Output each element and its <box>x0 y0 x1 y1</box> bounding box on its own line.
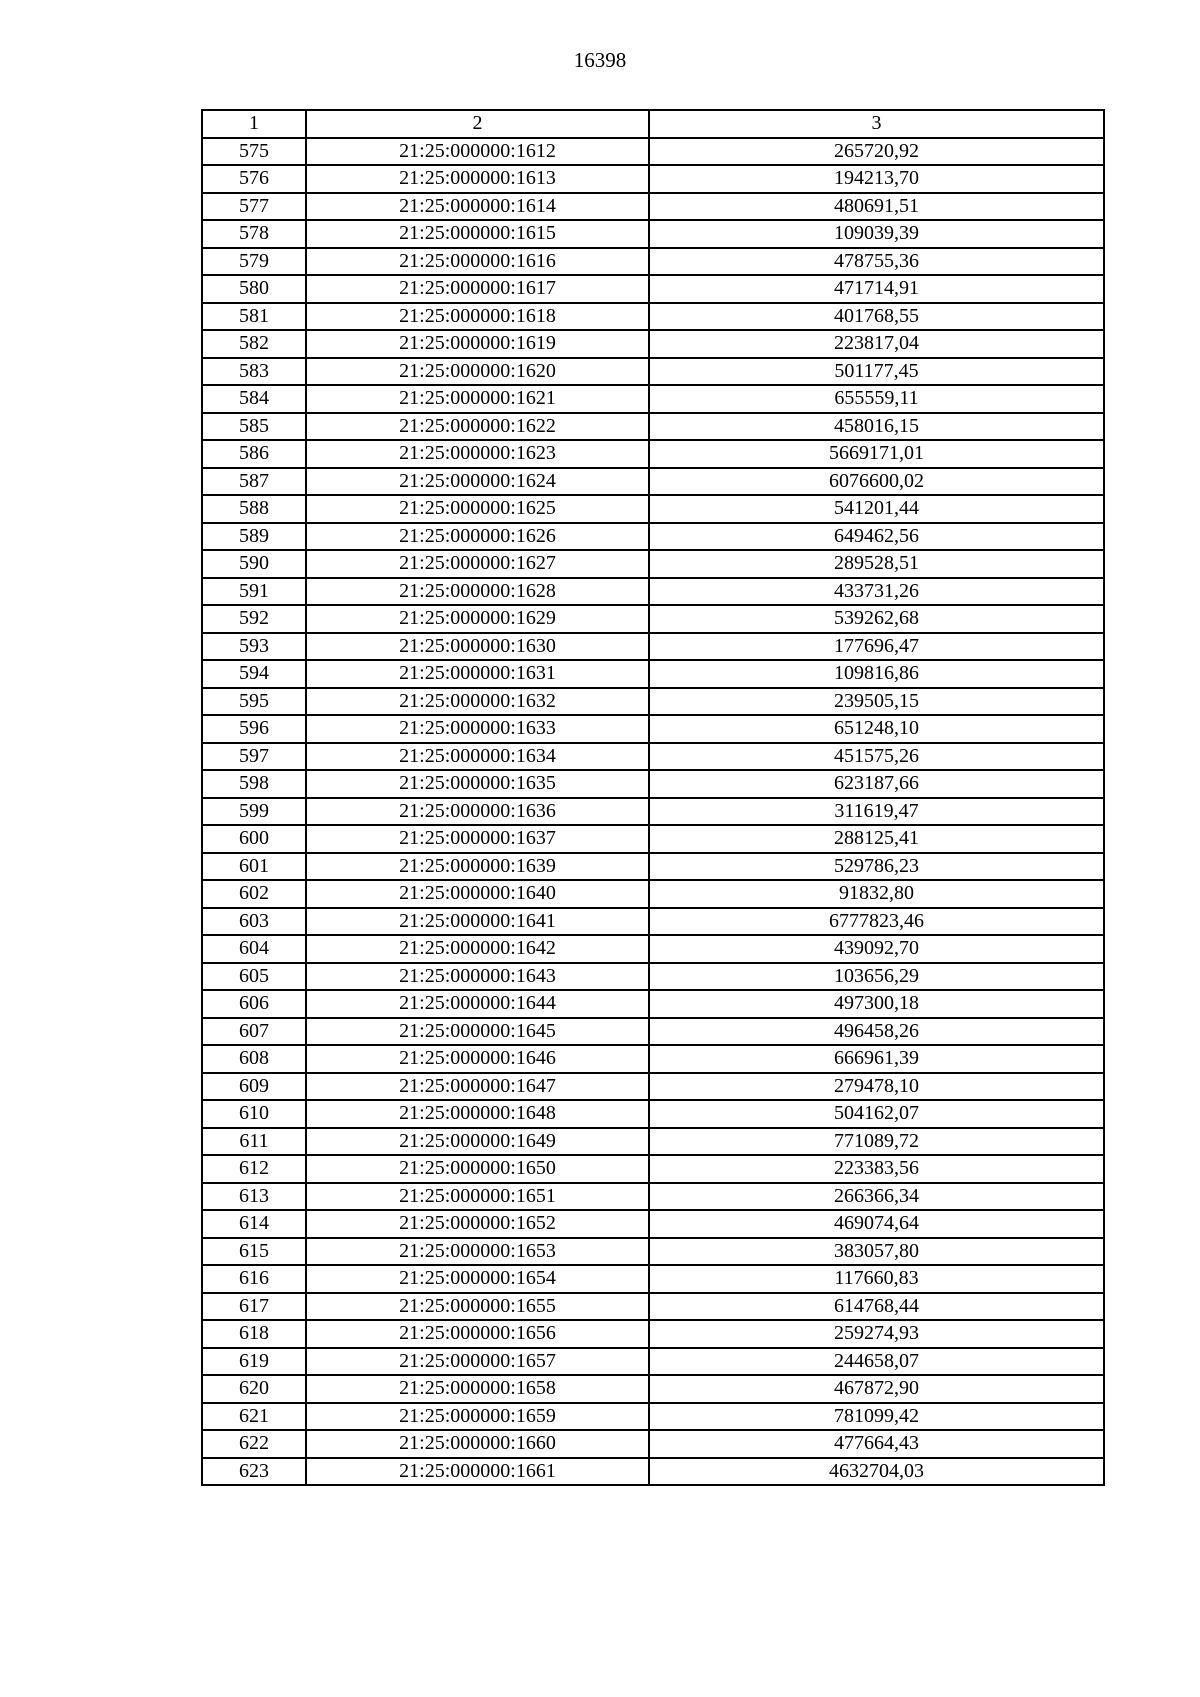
value-cell: 401768,55 <box>649 303 1104 331</box>
table-row <box>202 1458 1104 1486</box>
row-number-cell: 593 <box>202 633 306 661</box>
value-cell: 288125,41 <box>649 825 1104 853</box>
value-cell: 433731,26 <box>649 578 1104 606</box>
cadastral-number-cell: 21:25:000000:1641 <box>306 908 649 936</box>
value-cell: 655559,11 <box>649 385 1104 413</box>
cadastral-number-cell: 21:25:000000:1617 <box>306 275 649 303</box>
cadastral-number-cell: 21:25:000000:1624 <box>306 468 649 496</box>
cadastral-number-cell: 21:25:000000:1625 <box>306 495 649 523</box>
cadastral-number-cell: 21:25:000000:1633 <box>306 715 649 743</box>
page-number: 16398 <box>573 48 627 72</box>
table-row <box>202 743 1104 771</box>
value-cell: 504162,07 <box>649 1100 1104 1128</box>
row-number-cell: 577 <box>202 193 306 221</box>
cadastral-number-cell: 21:25:000000:1647 <box>306 1073 649 1101</box>
column-header-2: 2 <box>306 110 649 138</box>
table-row <box>202 1293 1104 1321</box>
value-cell: 265720,92 <box>649 138 1104 166</box>
table-row <box>202 688 1104 716</box>
cadastral-number-cell: 21:25:000000:1639 <box>306 853 649 881</box>
column-header-3: 3 <box>649 110 1104 138</box>
table-row <box>202 798 1104 826</box>
value-cell: 501177,45 <box>649 358 1104 386</box>
row-number-cell: 594 <box>202 660 306 688</box>
value-cell: 497300,18 <box>649 990 1104 1018</box>
row-number-cell: 590 <box>202 550 306 578</box>
table-row <box>202 605 1104 633</box>
row-number-cell: 612 <box>202 1155 306 1183</box>
table-row <box>202 550 1104 578</box>
cadastral-number-cell: 21:25:000000:1613 <box>306 165 649 193</box>
cadastral-number-cell: 21:25:000000:1648 <box>306 1100 649 1128</box>
cadastral-number-cell: 21:25:000000:1630 <box>306 633 649 661</box>
table-row <box>202 165 1104 193</box>
value-cell: 117660,83 <box>649 1265 1104 1293</box>
value-cell: 91832,80 <box>649 880 1104 908</box>
table-row <box>202 138 1104 166</box>
value-cell: 279478,10 <box>649 1073 1104 1101</box>
cadastral-number-cell: 21:25:000000:1615 <box>306 220 649 248</box>
value-cell: 266366,34 <box>649 1183 1104 1211</box>
value-cell: 311619,47 <box>649 798 1104 826</box>
cadastral-number-cell: 21:25:000000:1618 <box>306 303 649 331</box>
value-cell: 223383,56 <box>649 1155 1104 1183</box>
table-row <box>202 275 1104 303</box>
cadastral-number-cell: 21:25:000000:1620 <box>306 358 649 386</box>
table-row <box>202 935 1104 963</box>
cadastral-number-cell: 21:25:000000:1637 <box>306 825 649 853</box>
value-cell: 6076600,02 <box>649 468 1104 496</box>
row-number-cell: 605 <box>202 963 306 991</box>
data-table <box>201 109 1105 1486</box>
row-number-cell: 595 <box>202 688 306 716</box>
cadastral-number-cell: 21:25:000000:1653 <box>306 1238 649 1266</box>
value-cell: 781099,42 <box>649 1403 1104 1431</box>
cadastral-number-cell: 21:25:000000:1632 <box>306 688 649 716</box>
value-cell: 480691,51 <box>649 193 1104 221</box>
cadastral-number-cell: 21:25:000000:1659 <box>306 1403 649 1431</box>
table-row <box>202 495 1104 523</box>
value-cell: 383057,80 <box>649 1238 1104 1266</box>
table-row <box>202 468 1104 496</box>
row-number-cell: 580 <box>202 275 306 303</box>
row-number-cell: 619 <box>202 1348 306 1376</box>
row-number-cell: 621 <box>202 1403 306 1431</box>
value-cell: 5669171,01 <box>649 440 1104 468</box>
row-number-cell: 608 <box>202 1045 306 1073</box>
cadastral-number-cell: 21:25:000000:1636 <box>306 798 649 826</box>
table-row <box>202 523 1104 551</box>
cadastral-number-cell: 21:25:000000:1651 <box>306 1183 649 1211</box>
row-number-cell: 620 <box>202 1375 306 1403</box>
column-header-1: 1 <box>202 110 306 138</box>
cadastral-number-cell: 21:25:000000:1616 <box>306 248 649 276</box>
value-cell: 223817,04 <box>649 330 1104 358</box>
row-number-cell: 592 <box>202 605 306 633</box>
table-row <box>202 633 1104 661</box>
row-number-cell: 614 <box>202 1210 306 1238</box>
value-cell: 4632704,03 <box>649 1458 1104 1486</box>
value-cell: 496458,26 <box>649 1018 1104 1046</box>
table-body <box>202 138 1104 1486</box>
row-number-cell: 581 <box>202 303 306 331</box>
value-cell: 471714,91 <box>649 275 1104 303</box>
cadastral-number-cell: 21:25:000000:1614 <box>306 193 649 221</box>
row-number-cell: 591 <box>202 578 306 606</box>
row-number-cell: 585 <box>202 413 306 441</box>
row-number-cell: 582 <box>202 330 306 358</box>
table-row <box>202 1128 1104 1156</box>
value-cell: 451575,26 <box>649 743 1104 771</box>
row-number-cell: 610 <box>202 1100 306 1128</box>
table-header <box>202 110 1104 138</box>
table-row <box>202 1073 1104 1101</box>
row-number-cell: 587 <box>202 468 306 496</box>
value-cell: 541201,44 <box>649 495 1104 523</box>
table-row <box>202 1320 1104 1348</box>
value-cell: 529786,23 <box>649 853 1104 881</box>
table-row <box>202 990 1104 1018</box>
cadastral-number-cell: 21:25:000000:1643 <box>306 963 649 991</box>
table-row <box>202 248 1104 276</box>
cadastral-number-cell: 21:25:000000:1627 <box>306 550 649 578</box>
cadastral-number-cell: 21:25:000000:1626 <box>306 523 649 551</box>
row-number-cell: 606 <box>202 990 306 1018</box>
table-row <box>202 1018 1104 1046</box>
table-row <box>202 880 1104 908</box>
row-number-cell: 617 <box>202 1293 306 1321</box>
cadastral-number-cell: 21:25:000000:1654 <box>306 1265 649 1293</box>
value-cell: 539262,68 <box>649 605 1104 633</box>
value-cell: 614768,44 <box>649 1293 1104 1321</box>
cadastral-number-cell: 21:25:000000:1655 <box>306 1293 649 1321</box>
row-number-cell: 611 <box>202 1128 306 1156</box>
value-cell: 103656,29 <box>649 963 1104 991</box>
row-number-cell: 623 <box>202 1458 306 1486</box>
row-number-cell: 579 <box>202 248 306 276</box>
table-row <box>202 578 1104 606</box>
table-row <box>202 825 1104 853</box>
value-cell: 194213,70 <box>649 165 1104 193</box>
value-cell: 477664,43 <box>649 1430 1104 1458</box>
table-row <box>202 1375 1104 1403</box>
row-number-cell: 589 <box>202 523 306 551</box>
value-cell: 259274,93 <box>649 1320 1104 1348</box>
value-cell: 239505,15 <box>649 688 1104 716</box>
table-row <box>202 303 1104 331</box>
cadastral-number-cell: 21:25:000000:1650 <box>306 1155 649 1183</box>
cadastral-number-cell: 21:25:000000:1642 <box>306 935 649 963</box>
header-row <box>202 110 1104 138</box>
value-cell: 469074,64 <box>649 1210 1104 1238</box>
cadastral-number-cell: 21:25:000000:1629 <box>306 605 649 633</box>
cadastral-number-cell: 21:25:000000:1621 <box>306 385 649 413</box>
value-cell: 109039,39 <box>649 220 1104 248</box>
table-row <box>202 1155 1104 1183</box>
table-row <box>202 385 1104 413</box>
table-row <box>202 1348 1104 1376</box>
value-cell: 478755,36 <box>649 248 1104 276</box>
value-cell: 467872,90 <box>649 1375 1104 1403</box>
table-row <box>202 715 1104 743</box>
row-number-cell: 604 <box>202 935 306 963</box>
row-number-cell: 586 <box>202 440 306 468</box>
cadastral-number-cell: 21:25:000000:1649 <box>306 1128 649 1156</box>
cadastral-number-cell: 21:25:000000:1652 <box>306 1210 649 1238</box>
row-number-cell: 609 <box>202 1073 306 1101</box>
cadastral-number-cell: 21:25:000000:1658 <box>306 1375 649 1403</box>
row-number-cell: 603 <box>202 908 306 936</box>
table-row <box>202 330 1104 358</box>
row-number-cell: 615 <box>202 1238 306 1266</box>
value-cell: 109816,86 <box>649 660 1104 688</box>
table-row <box>202 193 1104 221</box>
table-row <box>202 440 1104 468</box>
row-number-cell: 583 <box>202 358 306 386</box>
row-number-cell: 618 <box>202 1320 306 1348</box>
cadastral-number-cell: 21:25:000000:1628 <box>306 578 649 606</box>
table-row <box>202 1265 1104 1293</box>
table-row <box>202 963 1104 991</box>
row-number-cell: 599 <box>202 798 306 826</box>
cadastral-number-cell: 21:25:000000:1619 <box>306 330 649 358</box>
table-row <box>202 1100 1104 1128</box>
table-row <box>202 220 1104 248</box>
value-cell: 651248,10 <box>649 715 1104 743</box>
value-cell: 649462,56 <box>649 523 1104 551</box>
cadastral-number-cell: 21:25:000000:1645 <box>306 1018 649 1046</box>
row-number-cell: 584 <box>202 385 306 413</box>
row-number-cell: 588 <box>202 495 306 523</box>
row-number-cell: 575 <box>202 138 306 166</box>
cadastral-number-cell: 21:25:000000:1635 <box>306 770 649 798</box>
cadastral-number-cell: 21:25:000000:1660 <box>306 1430 649 1458</box>
row-number-cell: 576 <box>202 165 306 193</box>
row-number-cell: 600 <box>202 825 306 853</box>
cadastral-number-cell: 21:25:000000:1661 <box>306 1458 649 1486</box>
table-row <box>202 1430 1104 1458</box>
value-cell: 623187,66 <box>649 770 1104 798</box>
table-row <box>202 413 1104 441</box>
cadastral-number-cell: 21:25:000000:1634 <box>306 743 649 771</box>
cadastral-number-cell: 21:25:000000:1657 <box>306 1348 649 1376</box>
row-number-cell: 598 <box>202 770 306 798</box>
row-number-cell: 613 <box>202 1183 306 1211</box>
table-row <box>202 358 1104 386</box>
row-number-cell: 596 <box>202 715 306 743</box>
table-row <box>202 1238 1104 1266</box>
cadastral-number-cell: 21:25:000000:1623 <box>306 440 649 468</box>
value-cell: 177696,47 <box>649 633 1104 661</box>
table-row <box>202 908 1104 936</box>
table-row <box>202 1045 1104 1073</box>
value-cell: 289528,51 <box>649 550 1104 578</box>
row-number-cell: 602 <box>202 880 306 908</box>
table-row <box>202 1210 1104 1238</box>
row-number-cell: 597 <box>202 743 306 771</box>
cadastral-number-cell: 21:25:000000:1656 <box>306 1320 649 1348</box>
cadastral-number-cell: 21:25:000000:1644 <box>306 990 649 1018</box>
cadastral-number-cell: 21:25:000000:1640 <box>306 880 649 908</box>
value-cell: 439092,70 <box>649 935 1104 963</box>
value-cell: 666961,39 <box>649 1045 1104 1073</box>
row-number-cell: 607 <box>202 1018 306 1046</box>
table-row <box>202 1403 1104 1431</box>
table-row <box>202 660 1104 688</box>
cadastral-number-cell: 21:25:000000:1631 <box>306 660 649 688</box>
table-row <box>202 853 1104 881</box>
table-row <box>202 1183 1104 1211</box>
cadastral-number-cell: 21:25:000000:1612 <box>306 138 649 166</box>
value-cell: 6777823,46 <box>649 908 1104 936</box>
value-cell: 244658,07 <box>649 1348 1104 1376</box>
table-row <box>202 770 1104 798</box>
value-cell: 458016,15 <box>649 413 1104 441</box>
row-number-cell: 616 <box>202 1265 306 1293</box>
row-number-cell: 622 <box>202 1430 306 1458</box>
value-cell: 771089,72 <box>649 1128 1104 1156</box>
row-number-cell: 578 <box>202 220 306 248</box>
cadastral-number-cell: 21:25:000000:1622 <box>306 413 649 441</box>
cadastral-number-cell: 21:25:000000:1646 <box>306 1045 649 1073</box>
row-number-cell: 601 <box>202 853 306 881</box>
